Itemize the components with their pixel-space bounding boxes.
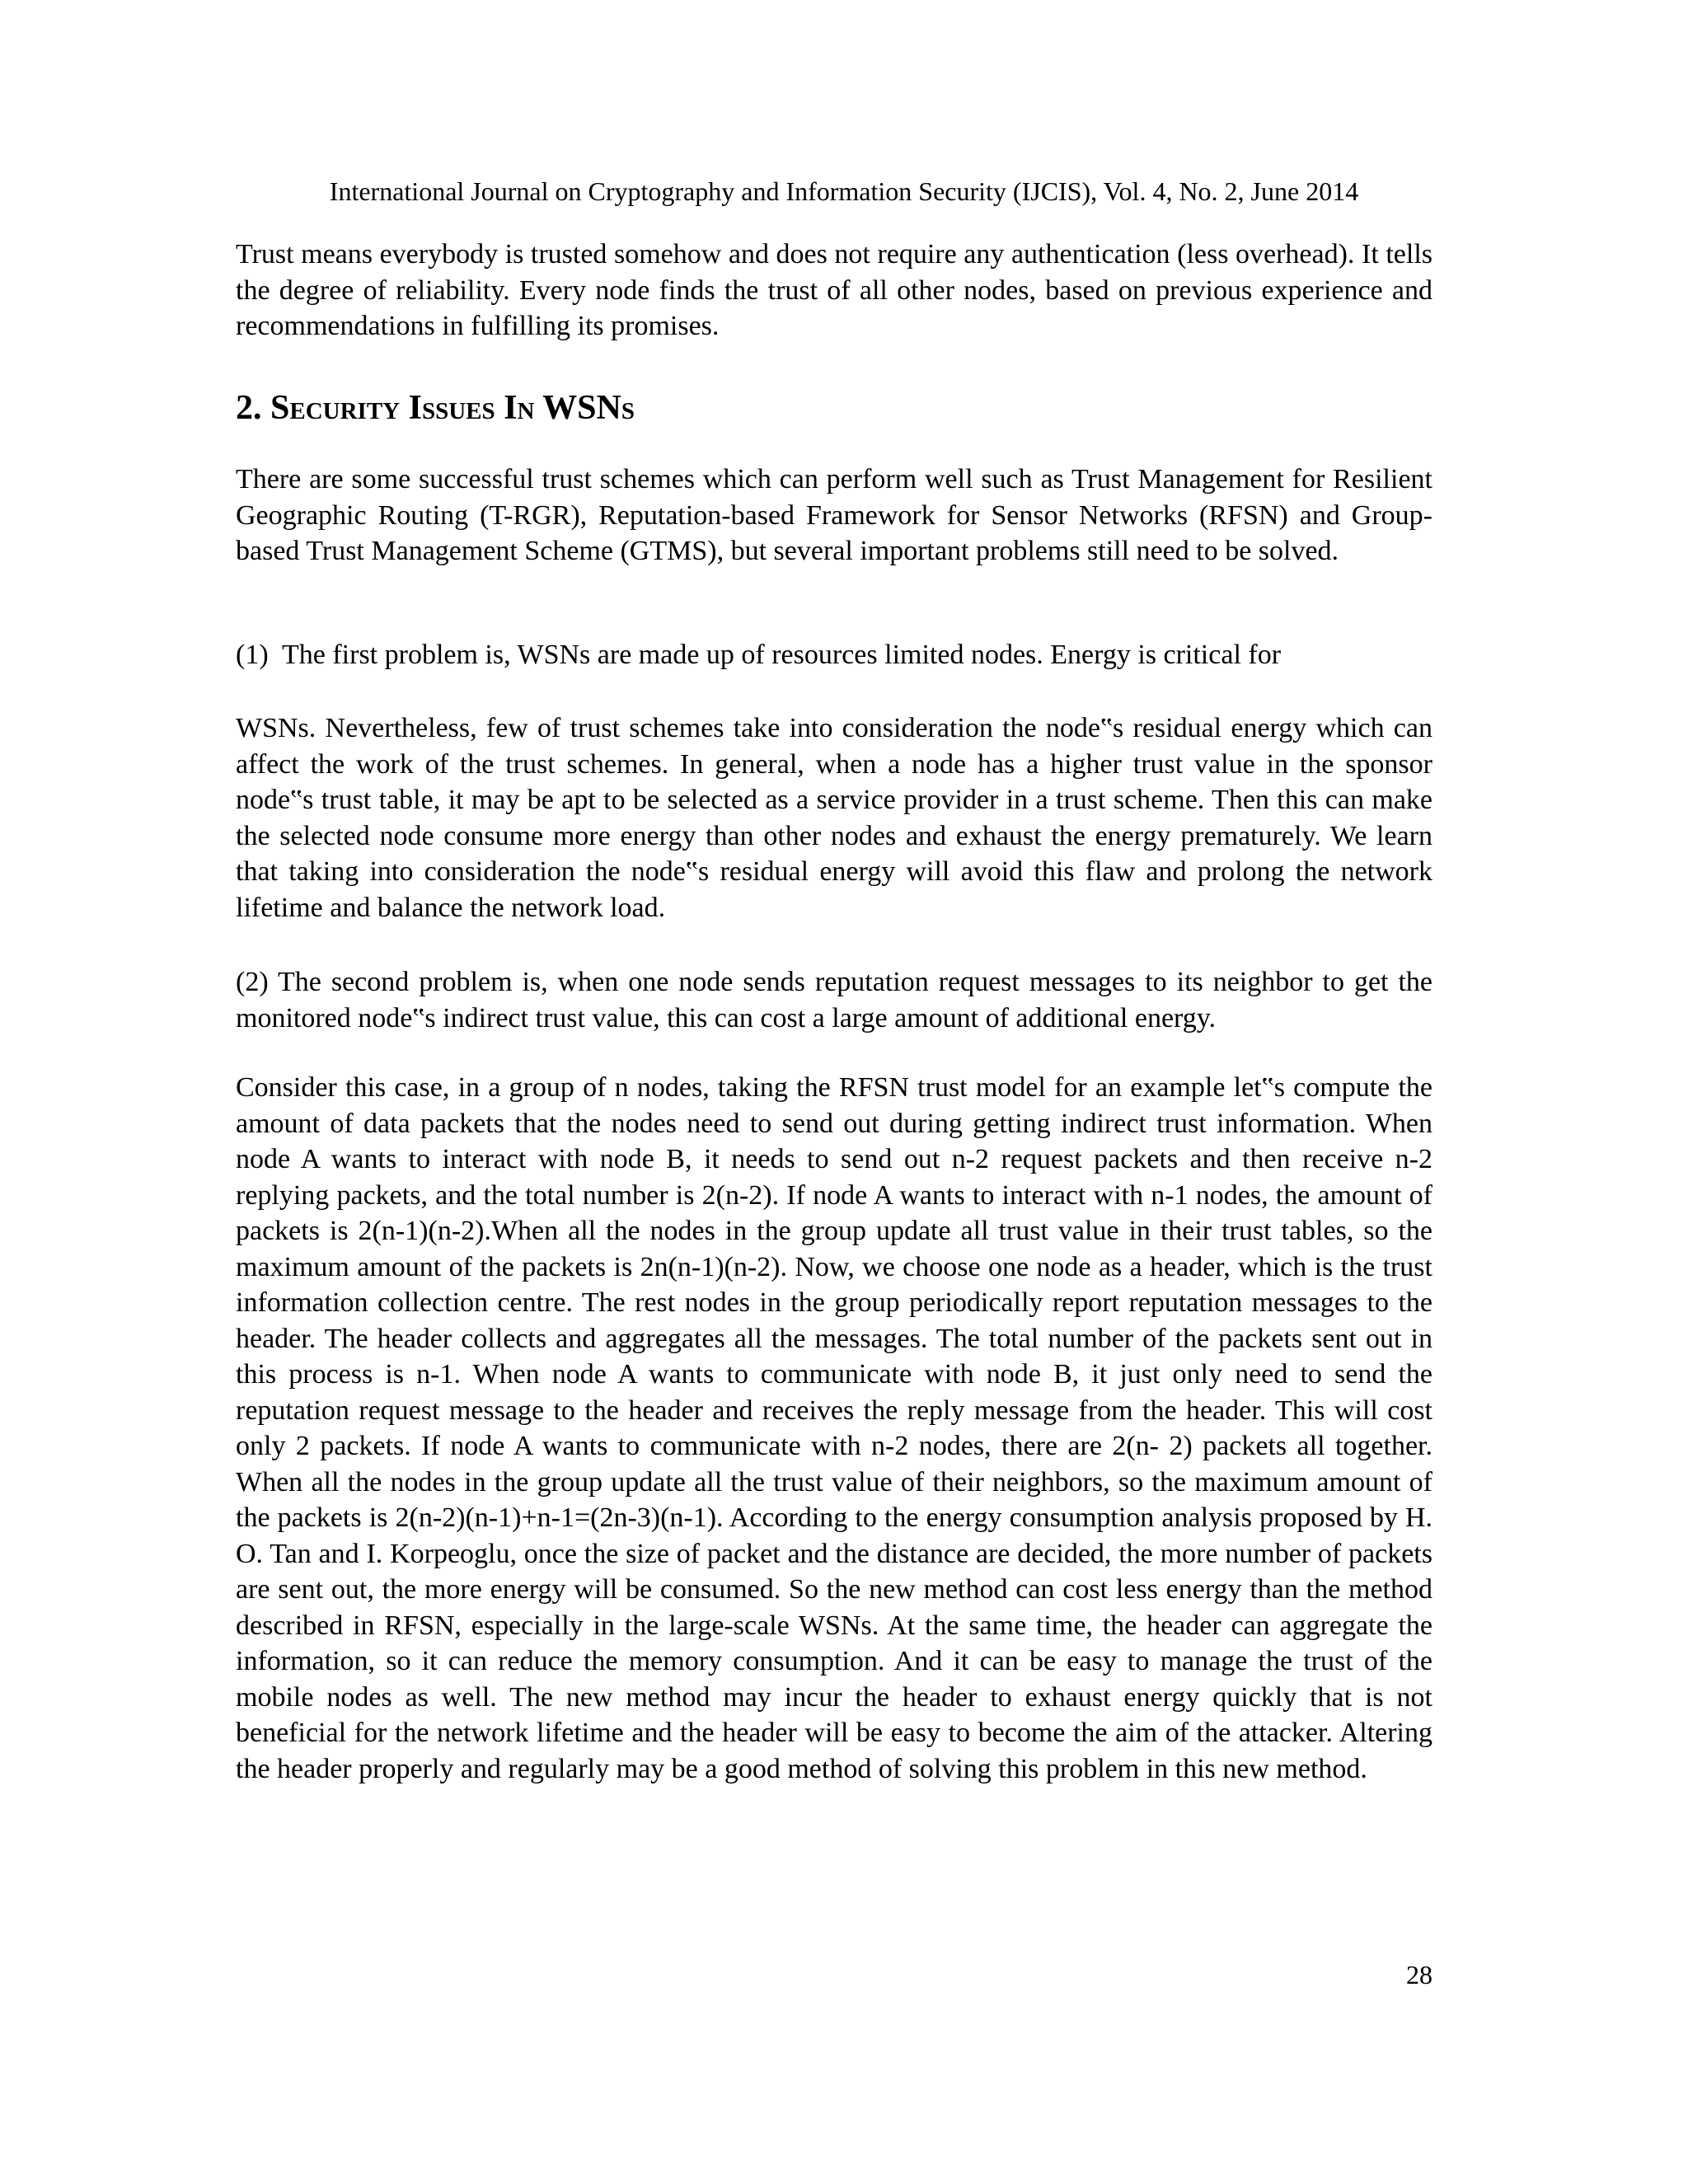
section-title-text: Security Issues In WSNs [270,389,635,427]
list-item-1-text: The first problem is, WSNs are made up of resources limited nodes. Energy is critical for [282,640,1282,670]
schemes-paragraph: There are some successful trust schemes which can perform well such as Trust Management for Resilient Geographic Routing (T-RGR), Reputation-based Framework for Sensor Networks (RFSN) and Group-based Trust Management Scheme (GTMS), but several important problems still need to be solved. [236,464,1432,566]
list-item-1 [236,637,1432,673]
intro-paragraph: Trust means everybody is trusted somehow and does not require any authentication (less overhead). It tells the degree of reliability. Every node finds the trust of all other nodes, based on previous experience and recommendations in fulfilling its promises. [236,239,1432,341]
case-analysis-paragraph: Consider this case, in a group of n nodes, taking the RFSN trust model for an example let‟s compute the amount of data packets that the nodes need to send out during getting indirect trust information. When node A wants to interact with node B, it needs to send out n-2 request packets and then receive n-2 replying packets, and the total number is 2(n-2). If node A wants to interact with n-1 nodes, the amount of packets is 2(n-1)(n-2).When all the nodes in the group update all trust value in their trust tables, so the maximum amount of the packets is 2n(n-1)(n-2). Now, we choose one node as a header, which is the trust information collection centre. The rest nodes in the group periodically report reputation messages to the header. The header collects and aggregates all the messages. The total number of the packets sent out in this process is n-1. When node A wants to communicate with node B, it just only need to send the reputation request message to the header and receives the reply message from the header. This will cost only 2 packets. If node A wants to communicate with n-2 nodes, there are 2(n- 2) packets all together. When all the nodes in the group update all the trust value of their neighbors, so the maximum amount of the packets is 2(n-2)(n-1)+n-1=(2n-3)(n-1). According to the energy consumption analysis proposed by H. O. Tan and I. Korpeoglu, once the size of packet and the distance are decided, the more number of packets are sent out, the more energy will be consumed. So the new method can cost less energy than the method described in RFSN, especially in the large-scale WSNs. At the same time, the header can aggregate the information, so it can reduce the memory consumption. And it can be easy to manage the trust of the mobile nodes as well. The new method may incur the header to exhaust energy quickly that is not beneficial for the network lifetime and the header will be easy to become the aim of the attacker. Altering the header properly and regularly may be a good method of solving this problem in this new method. [236,1072,1432,1784]
section-heading [236,387,635,429]
running-header: International Journal on Cryptography and Information Security (IJCIS), Vol. 4, No. 2, June 2014 [329,176,1359,206]
problem2-paragraph: (2) The second problem is, when one node sends reputation request messages to its neighbor to get the monitored node‟s indirect trust value, this can cost a large amount of additional energy. [236,967,1432,1033]
page-number: 28 [1406,1960,1432,1990]
problem1-continuation-paragraph: WSNs. Nevertheless, few of trust schemes take into consideration the node‟s residual energy which can affect the work of the trust schemes. In general, when a node has a higher trust value in the sponsor node‟s trust table, it may be apt to be selected as a service provider in a trust scheme. Then this can make the selected node consume more energy than other nodes and exhaust the energy prematurely. We learn that taking into consideration the node‟s residual energy will avoid this flaw and prolong the network lifetime and balance the network load. [236,713,1432,923]
list-item-1-marker: (1) [236,640,269,670]
section-number: 2. [236,389,262,427]
